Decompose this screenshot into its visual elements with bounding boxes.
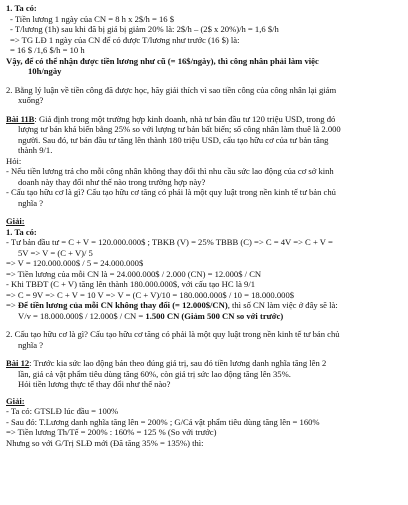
question-line: - Cấu tạo hữu cơ là gì? Cấu tạo hữu cơ tăng có phải là một quy luật trong nền kinh tế tư bản chủ (6, 187, 336, 197)
exercise-text: : Trước kia sức lao động bán theo đúng giá trị, sau đó tiền lương danh nghĩa tăng lên 2 (29, 358, 327, 368)
question-line: doanh này thay đổi như thế nào trong trường hợp này? (18, 176, 206, 187)
solution-line (6, 311, 402, 322)
text-line: => TG LĐ 1 ngày của CN để có được T/lương như trước (16 $) là: (10, 34, 240, 45)
solution-line: - Tư bản đầu tư = C + V = 120.000.000$ ; TBKB (V) = 25% TBBB (C) => C = 4V => C + V = (6, 237, 333, 247)
question-line: - Nếu tiền lương trả cho mỗi công nhân không thay đổi thì nhu cầu sức lao động của cơ sở kinh (6, 166, 334, 176)
solution-line: => V = 120.000.000$ / 5 = 24.000.000$ (6, 258, 144, 268)
text-line: - Tiền lương 1 ngày của CN = 8 h x 2$/h = 16 $ (10, 13, 175, 24)
section-heading: 1. Ta có: (6, 226, 37, 237)
solution-line: - Khi TBĐT (C + V) tăng lên thành 180.000.000$, với cấu tạo HC là 9/1 (6, 279, 256, 289)
solution-heading: Giải: (6, 216, 25, 226)
plain-text: V/v = 18.000.000$ / 12.000$ / CN = (18, 310, 146, 321)
exercise-line: Hỏi tiền lương thực tế thay đổi như thế nào? (18, 379, 171, 389)
solution-heading: Giải: (6, 395, 25, 406)
section-heading: 1. Ta có: (6, 3, 37, 13)
emphasis-text: 1.500 CN (Giảm 500 CN so với trước) (145, 310, 284, 321)
exercise-line: người. Sau đó, tư bản đầu tư tăng lên thành 180 triệu USD, cấu tạo hữu cơ của tư bản tăng (18, 134, 329, 145)
question-line: nghĩa ? (18, 197, 44, 208)
exercise-text: : Giả định trong một trường hợp kinh doanh, nhà tư bản đầu tư 120 triệu USD, trong đó (34, 113, 336, 124)
solution-line: - Sau đó: T.Lương danh nghĩa tăng lên = 200% ; G/Cả vật phẩm tiêu dùng tăng lên = 160% (6, 416, 320, 427)
emphasis-text: Để tiền lương của mỗi CN không thay đổi (= 12.000$/CN) (17, 300, 228, 310)
solution-line: => Tiền lương Th/Tế = 200% : 160% = 125 % (So với trước) (6, 427, 217, 437)
question-line: nghĩa ? (18, 339, 44, 350)
solution-line (6, 300, 402, 311)
solution-line: => C = 9V => C + V = 10 V => V = (C + V)/10 = 180.000.000$ / 10 = 18.000.000$ (6, 289, 295, 300)
question-line: xuống? (18, 95, 44, 105)
conclusion-line: Vậy, để có thể nhận được tiền lương như cũ (= 16$/ngày), thì công nhân phải làm việc (6, 55, 319, 66)
solution-line: 5V => V = (C + V)/ 5 (18, 247, 93, 258)
arrow-text: => (6, 300, 18, 310)
text-line: - T/lương (1h) sau khi đã bị giá bị giảm 20% là: 2$/h – (2$ x 20%)/h = 1,6 $/h (10, 24, 279, 34)
text-line: = 16 $ /1,6 $/h = 10 h (10, 45, 85, 55)
solution-line: - Ta có: GTSLĐ lúc đầu = 100% (6, 406, 119, 416)
question-line: 2. Bằng lý luận về tiền công đã được học, hãy giải thích vì sao tiền công của công nhân lại giảm (6, 84, 337, 95)
exercise-line: lần, giá cả vật phẩm tiêu dùng tăng 60%, còn giá trị sức lao động tăng lên 35%. (18, 368, 291, 379)
exercise-line: lượng tư bản khả biến bằng 25% so với lượng tư bản bất biến; số công nhân làm thuê là 2.000 (18, 124, 341, 134)
exercise-line: thành 9/1. (18, 145, 53, 155)
conclusion-line: 10h/ngày (28, 66, 62, 76)
solution-line: Nhưng so với G/Trị SLĐ mới (Đã tăng 35% = 135%) thì: (6, 437, 204, 448)
question-label: Hỏi: (6, 155, 22, 166)
exercise-title: Bài 11B (6, 113, 35, 124)
exercise-title: Bài 12 (6, 358, 30, 368)
exercise-line (6, 358, 402, 369)
solution-line: => Tiền lương của mỗi CN là = 24.000.000$ / 2.000 (CN) = 12.000$ / CN (6, 268, 262, 279)
exercise-line (6, 114, 402, 125)
plain-text: , thì số CN làm việc ở đây sẽ là: (227, 300, 338, 310)
question-line: 2. Cấu tạo hữu cơ là gì? Cấu tạo hữu cơ tăng có phải là một quy luật trong nền kinh tế tư bản chủ (6, 329, 340, 339)
